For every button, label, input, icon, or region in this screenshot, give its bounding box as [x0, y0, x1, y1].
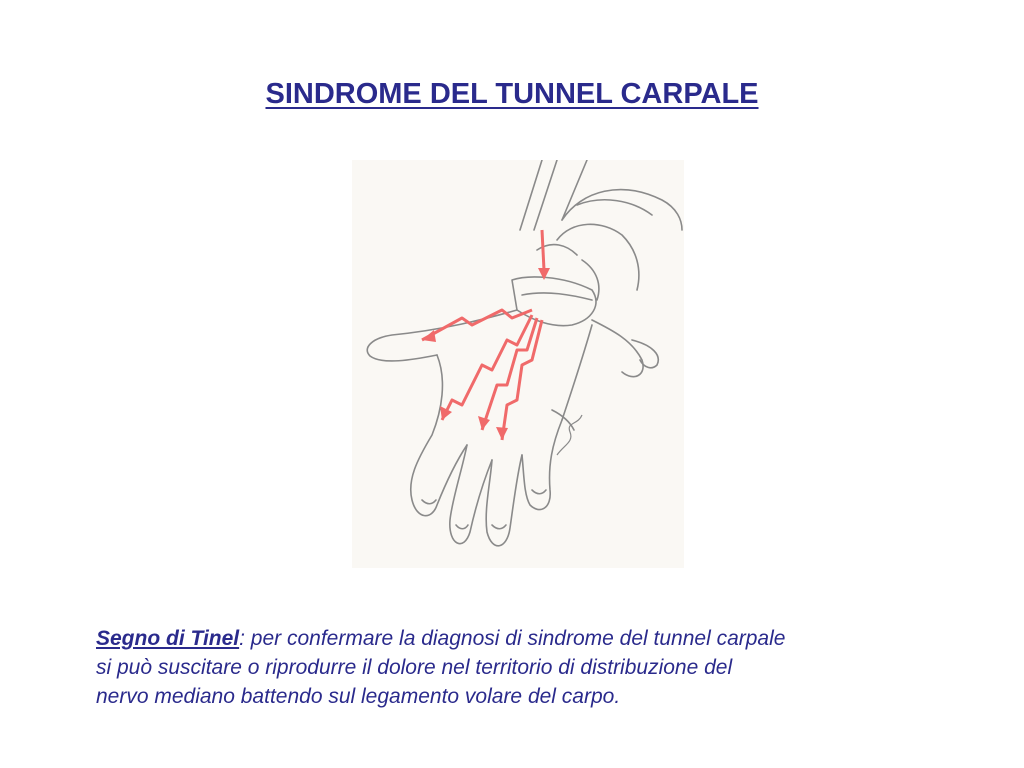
caption-text [96, 624, 956, 711]
caption-line-1: per confermare la diagnosi di sindrome del tunnel carpale [244, 627, 786, 650]
tap-arrow [542, 230, 544, 270]
arrow-thumb [422, 310, 532, 340]
arrow-middle [482, 318, 537, 430]
arrow-index [442, 315, 532, 420]
caption-line-2: si può suscitare o riprodurre il dolore nel territorio di distribuzione del [96, 656, 733, 679]
forearm-left-edge [520, 160, 542, 230]
caption-separator: : [239, 627, 245, 650]
caption-term: Segno di Tinel [96, 627, 240, 650]
caption-line-3: nervo mediano battendo sul legamento volare del carpo. [96, 685, 621, 708]
hand-drawing [352, 160, 684, 568]
hand-illustration [352, 160, 684, 568]
slide-title: SINDROME DEL TUNNEL CARPALE [265, 78, 759, 110]
